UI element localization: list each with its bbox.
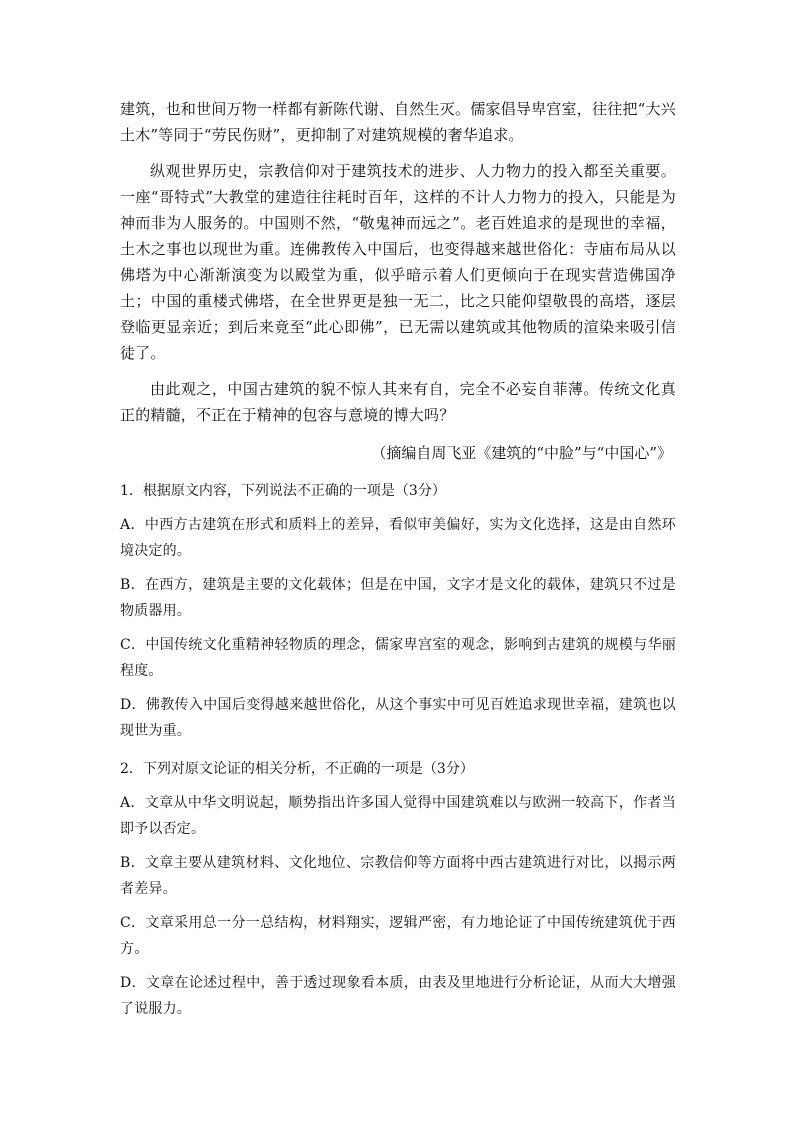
passage-paragraph-3: 由此观之，中国古建筑的貌不惊人其来有自，完全不必妄自菲薄。传统文化真正的精髓，不正在于精神的包容与意境的博大吗？ (120, 380, 676, 424)
question-2-option-a: A．文章从中华文明说起，顺势指出许多国人觉得中国建筑难以与欧洲一较高下，作者当即予以否定。 (120, 795, 676, 837)
question-2-option-b: B．文章主要从建筑材料、文化地位、宗教信仰等方面将中西古建筑进行对比，以揭示两者差异。 (120, 855, 676, 897)
question-1-option-c: C．中国传统文化重精神轻物质的理念，儒家卑宫室的观念，影响到古建筑的规模与华丽程度。 (120, 637, 676, 679)
question-1-title: 1．根据原文内容，下列说法不正确的一项是（3分） (120, 483, 446, 499)
question-2-option-c: C．文章采用总一分一总结构，材料翔实，逻辑严密，有力地论证了中国传统建筑优于西方。 (120, 915, 676, 957)
passage-paragraph-2: 纵观世界历史，宗教信仰对于建筑技术的进步、人力物力的投入都至关重要。一座“哥特式”大教堂的建造往往耗时百年，这样的不计人力物力的投入，只能是为神而非为人服务的。中国则不然，“敬鬼神而远之”。老百姓追求的是现世的幸福，土木之事也以现世为重。连佛教传入中国后，也变得越来越世俗化：寺庙布局从以佛塔为中心渐渐演变为以殿堂为重，似乎暗示着人们更倾向于在现实营造佛国净土；中国的重楼式佛塔，在全世界更是独一无二，比之只能仰望敬畏的高塔，逐层登临更显亲近；到后来竟至“此心即佛”，已无需以建筑或其他物质的渲染来吸引信徒了。 (120, 162, 676, 362)
passage-citation: （摘编自周飞亚《建筑的“中脸”与“中国心”》 (371, 444, 672, 462)
question-2 (120, 756, 676, 1022)
question-1-option-d: D．佛教传入中国后变得越来越世俗化，从这个事实中可见百姓追求现世幸福，建筑也以现世为重。 (120, 697, 676, 739)
passage-paragraph-1: 建筑，也和世间万物一样都有新陈代谢、自然生灭。儒家倡导卑宫室，往往把“大兴土木”等同于“劳民伤财”，更抑制了对建筑规模的奢华追求。 (120, 100, 676, 144)
document-page (120, 96, 676, 1022)
question-2-title: 2．下列对原文论证的相关分析，不正确的一项是（3分） (120, 761, 474, 777)
question-1-option-b: B．在西方，建筑是主要的文化载体；但是在中国，文字才是文化的载体，建筑只不过是物质器用。 (120, 577, 676, 619)
question-1 (120, 478, 676, 744)
question-2-option-d: D．文章在论述过程中，善于透过现象看本质，由表及里地进行分析论证，从而大大增强了说服力。 (120, 975, 676, 1017)
question-1-option-a: A．中西方古建筑在形式和质料上的差异，看似审美偏好，实为文化选择，这是由自然环境决定的。 (120, 517, 676, 559)
